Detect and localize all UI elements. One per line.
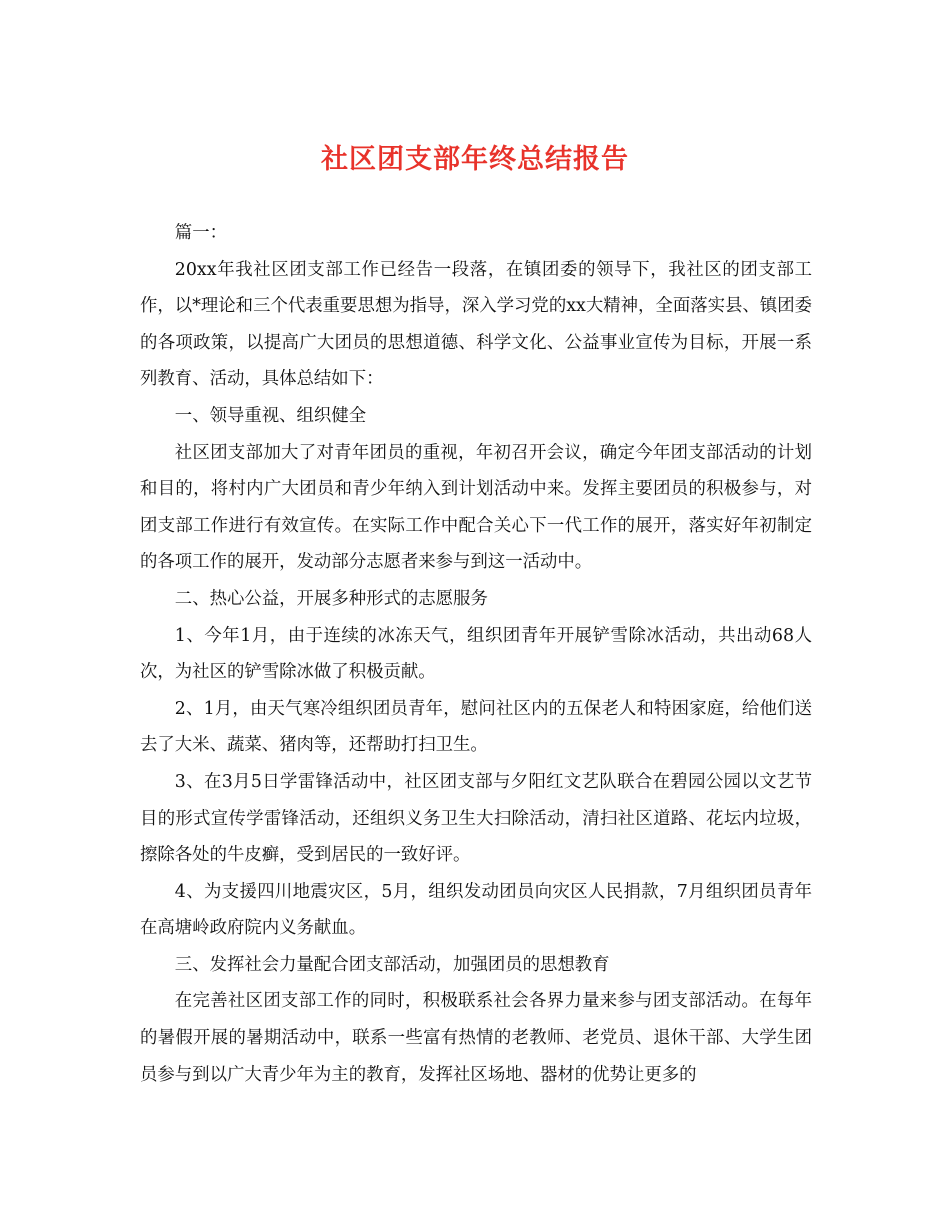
list-item-2: 2、1月，由天气寒冷组织团员青年，慰问社区内的五保老人和特困家庭，给他们送去了大米、蔬菜、猪肉等，还帮助打扫卫生。 (140, 698, 812, 756)
heading-section-3: 三、发挥社会力量配合团支部活动，加强团员的思想教育 (174, 954, 610, 975)
list-item-4: 4、为支援四川地震灾区，5月，组织发动团员向灾区人民捐款，7月组织团员青年在高塘岭政府院内义务献血。 (140, 881, 812, 939)
list-item-3: 3、在3月5日学雷锋活动中，社区团支部与夕阳红文艺队联合在碧园公园以文艺节目的形式宣传学雷锋活动，还组织义务卫生大扫除活动，清扫社区道路、花坛内垃圾，擦除各处的牛皮癣，受到居民的一致好评。 (140, 771, 812, 866)
document-body (140, 215, 812, 1093)
heading-section-2: 二、热心公益，开展多种形式的志愿服务 (174, 588, 488, 609)
paragraph-intro: 20xx年我社区团支部工作已经告一段落，在镇团委的领导下，我社区的团支部工作，以*理论和三个代表重要思想为指导，深入学习党的xx大精神，全面落实县、镇团委的各项政策，以提高广大团员的思想道德、科学文化、公益事业宣传为目标，开展一系列教育、活动，具体总结如下： (140, 259, 812, 390)
list-item-1: 1、今年1月，由于连续的冰冻天气，组织团青年开展铲雪除冰活动，共出动68人次，为社区的铲雪除冰做了积极贡献。 (140, 625, 812, 683)
heading-section-1: 一、领导重视、组织健全 (174, 405, 367, 426)
paragraph-section-1: 社区团支部加大了对青年团员的重视，年初召开会议，确定今年团支部活动的计划和目的，将村内广大团员和青少年纳入到计划活动中来。发挥主要团员的积极参与，对团支部工作进行有效宣传。在实际工作中配合关心下一代工作的展开，落实好年初制定的各项工作的展开，发动部分志愿者来参与到这一活动中。 (140, 442, 812, 573)
paragraph-section-3: 在完善社区团支部工作的同时，积极联系社会各界力量来参与团支部活动。在每年的暑假开展的暑期活动中，联系一些富有热情的老教师、老党员、退休干部、大学生团员参与到以广大青少年为主的教育，发挥社区场地、器材的优势让更多的 (140, 991, 812, 1085)
paragraph-section-label: 篇一： (174, 223, 227, 243)
document-title: 社区团支部年终总结报告 (321, 144, 629, 175)
